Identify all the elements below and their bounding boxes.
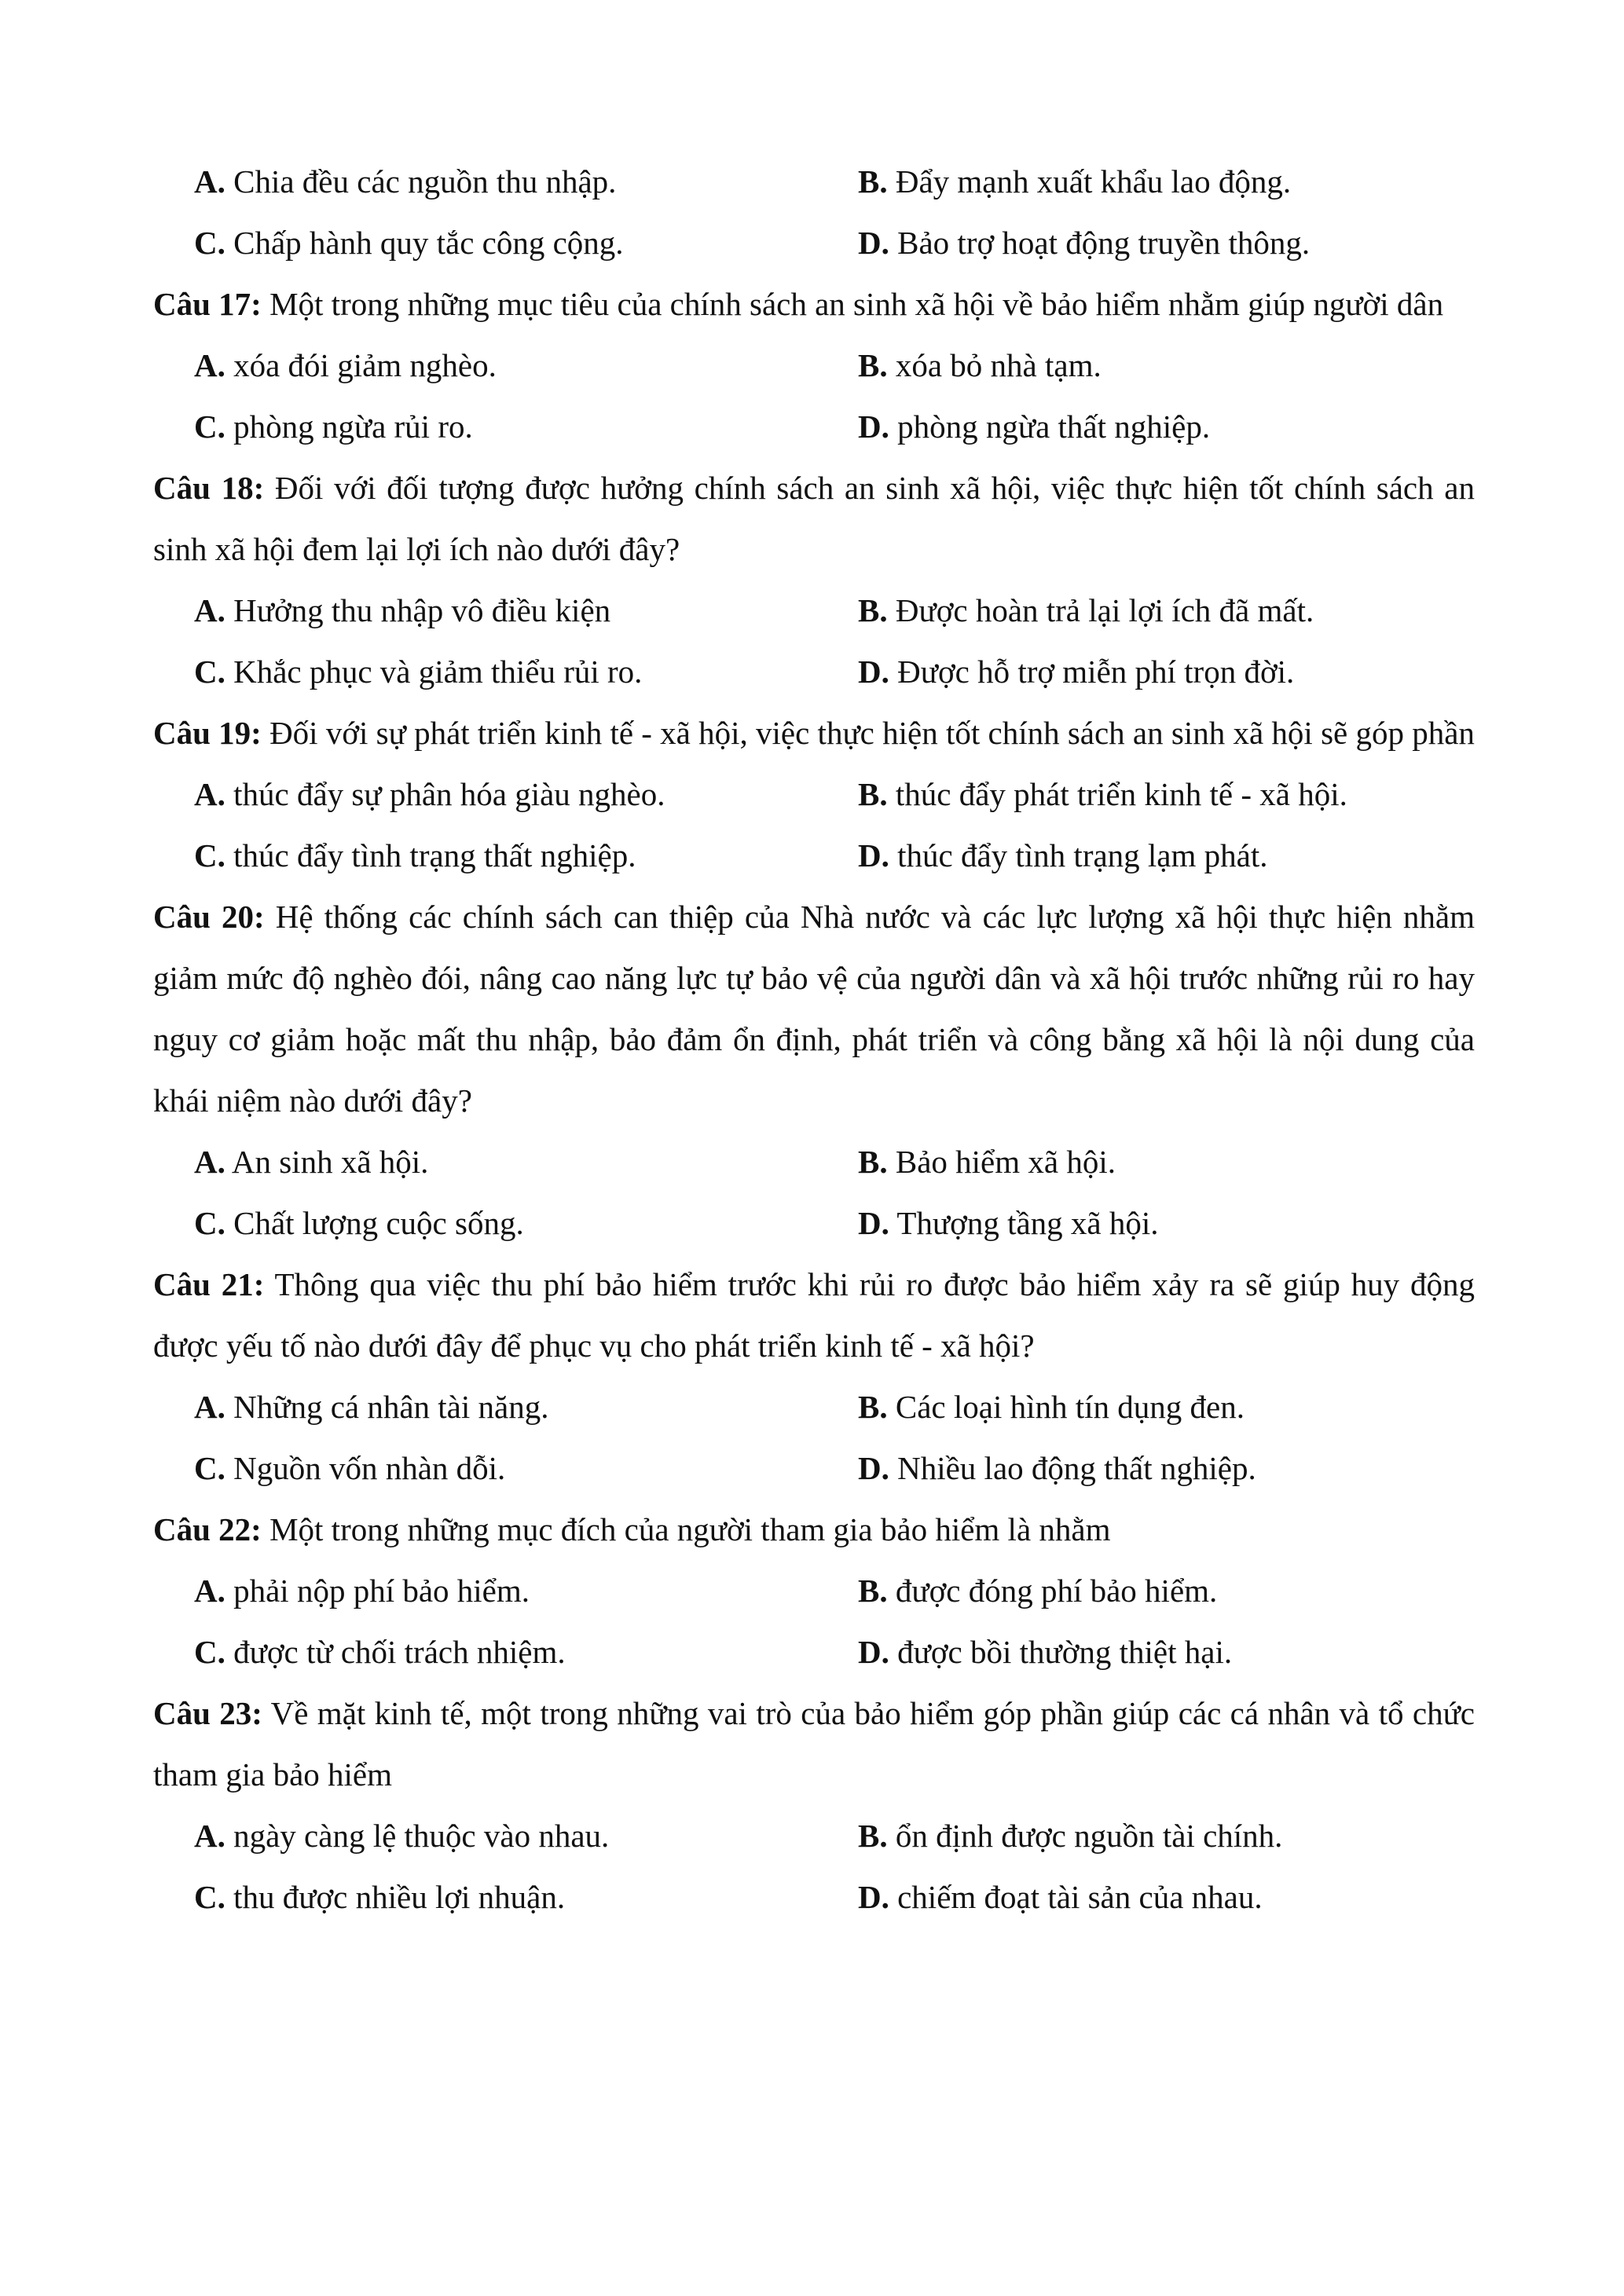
option-d: D. phòng ngừa thất nghiệp. [858,408,1211,445]
option-b: B. được đóng phí bảo hiểm. [858,1573,1218,1609]
option-a: A. An sinh xã hội. [194,1144,429,1180]
question-17-stem: Câu 17: Một trong những mục tiêu của chính sách an sinh xã hội về bảo hiểm nhằm giúp người dân [153,286,1444,322]
option-row [153,1805,1475,1866]
option-d: D. chiếm đoạt tài sản của nhau. [858,1879,1263,1915]
option-c: C. thúc đẩy tình trạng thất nghiệp. [194,837,636,873]
option-row [153,1560,1475,1621]
option-b: B. Các loại hình tín dụng đen. [858,1389,1245,1425]
option-c: C. Khắc phục và giảm thiểu rủi ro. [194,654,643,690]
question-21-stem: Câu 21: Thông qua việc thu phí bảo hiểm trước khi rủi ro được bảo hiểm xảy ra sẽ giúp huy động được yếu tố nào dưới đây để phục vụ cho phát triển kinh tế - xã hội? [153,1266,1475,1364]
option-b: B. Đẩy mạnh xuất khẩu lao động. [858,163,1292,200]
option-d: D. Nhiều lao động thất nghiệp. [858,1450,1256,1486]
option-c: C. Chất lượng cuộc sống. [194,1205,524,1241]
option-row [153,151,1475,212]
option-d: D. được bồi thường thiệt hại. [858,1634,1233,1670]
option-b: B. Được hoàn trả lại lợi ích đã mất. [858,592,1314,628]
option-b: B. ổn định được nguồn tài chính. [858,1818,1283,1854]
question-19-stem: Câu 19: Đối với sự phát triển kinh tế - xã hội, việc thực hiện tốt chính sách an sinh xã hội sẽ góp phần [153,715,1475,751]
option-row [153,1376,1475,1437]
option-a: A. phải nộp phí bảo hiểm. [194,1573,530,1609]
option-b: B. thúc đẩy phát triển kinh tế - xã hội. [858,776,1347,812]
option-a: A. Chia đều các nguồn thu nhập. [194,163,617,200]
option-d: D. Được hỗ trợ miễn phí trọn đời. [858,654,1295,690]
option-row [153,580,1475,641]
question-23-stem: Câu 23: Về mặt kinh tế, một trong những vai trò của bảo hiểm góp phần giúp các cá nhân và tổ chức tham gia bảo hiểm [153,1695,1475,1792]
option-b: B. xóa bỏ nhà tạm. [858,347,1102,383]
option-row [153,641,1475,702]
option-c: C. Chấp hành quy tắc công cộng. [194,225,624,261]
option-row [153,1621,1475,1683]
option-c: C. Nguồn vốn nhàn dỗi. [194,1450,506,1486]
document-content [153,151,1475,1928]
option-a: A. Những cá nhân tài năng. [194,1389,549,1425]
option-d: D. thúc đẩy tình trạng lạm phát. [858,837,1268,873]
option-row [153,764,1475,825]
option-row [153,1131,1475,1192]
option-c: C. phòng ngừa rủi ro. [194,408,473,445]
option-a: A. ngày càng lệ thuộc vào nhau. [194,1818,610,1854]
option-c: C. được từ chối trách nhiệm. [194,1634,566,1670]
option-row [153,335,1475,396]
option-a: A. thúc đẩy sự phân hóa giàu nghèo. [194,776,665,812]
option-row [153,1437,1475,1499]
option-a: A. Hưởng thu nhập vô điều kiện [194,592,611,628]
question-18-stem: Câu 18: Đối với đối tượng được hưởng chính sách an sinh xã hội, việc thực hiện tốt chính sách an sinh xã hội đem lại lợi ích nào dưới đây? [153,470,1475,567]
option-row [153,825,1475,886]
option-b: B. Bảo hiểm xã hội. [858,1144,1116,1180]
option-row [153,212,1475,273]
option-d: D. Thượng tầng xã hội. [858,1205,1159,1241]
option-row [153,396,1475,457]
option-row [153,1866,1475,1928]
question-20-stem: Câu 20: Hệ thống các chính sách can thiệp của Nhà nước và các lực lượng xã hội thực hiện nhằm giảm mức độ nghèo đói, nâng cao năng lực tự bảo vệ của người dân và xã hội trước những rủi ro hay nguy cơ giảm hoặc mất thu nhập, bảo đảm ổn định, phát triển và công bằng xã hội là nội dung của khái niệm nào dưới đây? [153,899,1475,1119]
option-a: A. xóa đói giảm nghèo. [194,347,497,383]
option-c: C. thu được nhiều lợi nhuận. [194,1879,566,1915]
option-d: D. Bảo trợ hoạt động truyền thông. [858,225,1311,261]
question-22-stem: Câu 22: Một trong những mục đích của người tham gia bảo hiểm là nhằm [153,1511,1111,1547]
option-row [153,1192,1475,1254]
